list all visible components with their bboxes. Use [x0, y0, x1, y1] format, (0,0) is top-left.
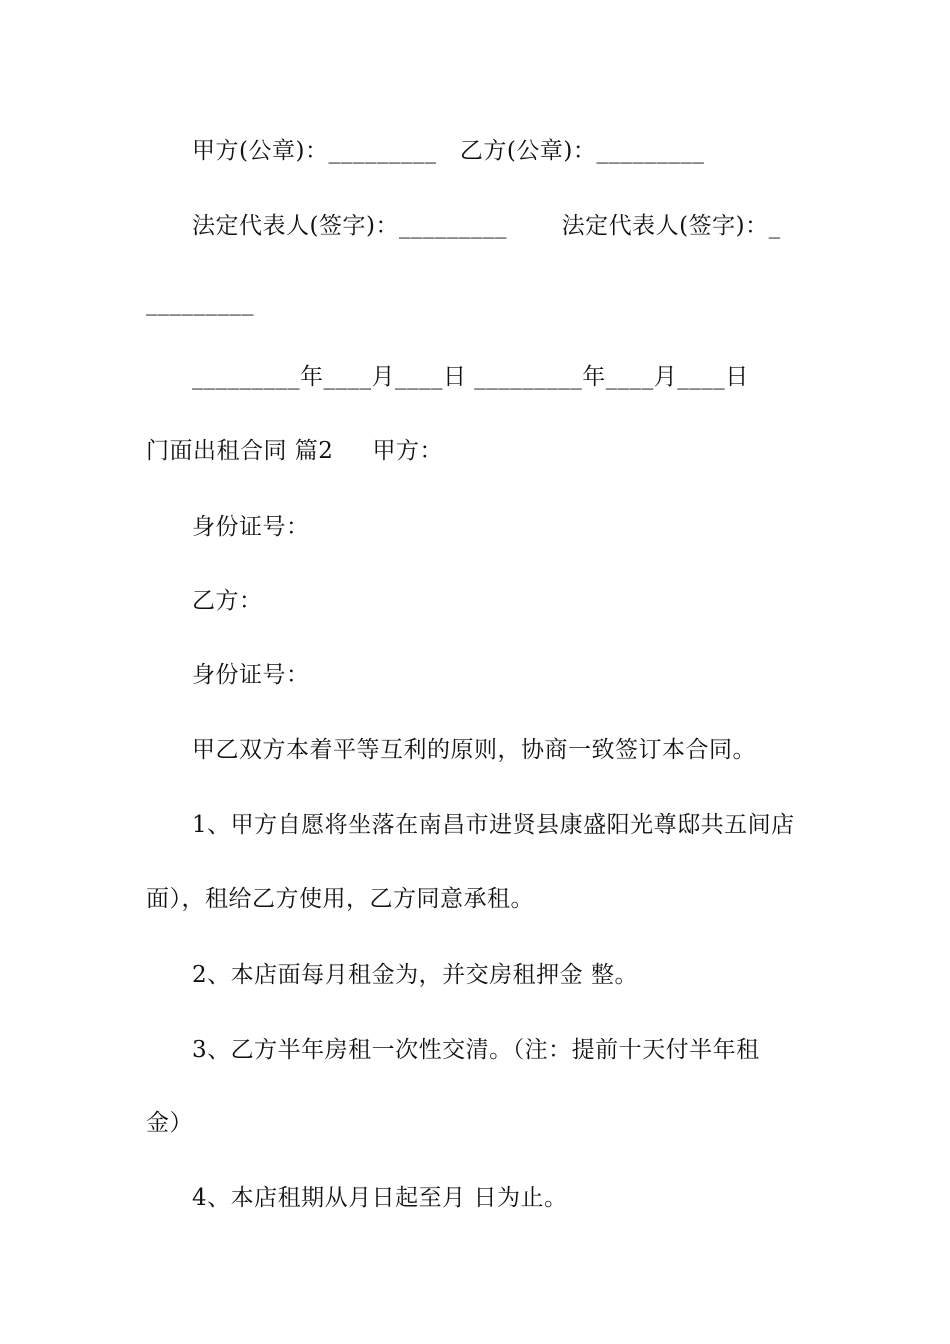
clause-3-line-1: 3、乙方半年房租一次性交清。（注：提前十天付半年租 [192, 1037, 760, 1063]
seal-line: 甲方(公章)：_________ 乙方(公章)：_________ [192, 138, 705, 164]
clause-4: 4、本店租期从月日起至月 日为止。 [192, 1185, 568, 1211]
date-line: _________年____月____日 _________年____月____日 [192, 364, 749, 390]
party-b-id-line: 身份证号： [192, 662, 310, 688]
party-b-line: 乙方： [192, 588, 263, 614]
clause-1-line-2: 面），租给乙方使用，乙方同意承租。 [146, 886, 534, 912]
legal-representative-line: 法定代表人(签字)：_________ 法定代表人(签字)：_ [192, 213, 781, 239]
clause-2: 2、本店面每月租金为，并交房租押金 整。 [192, 962, 638, 988]
legal-representative-continuation: _________ [146, 290, 254, 316]
agreement-intro: 甲乙双方本着平等互利的原则，协商一致签订本合同。 [192, 737, 756, 763]
party-a-id-line: 身份证号： [192, 514, 310, 540]
clause-1-line-1: 1、甲方自愿将坐落在南昌市进贤县康盛阳光尊邸共五间店 [192, 812, 795, 838]
contract-title-line: 门面出租合同 篇2 甲方： [146, 438, 443, 464]
clause-3-line-2: 金） [146, 1110, 193, 1136]
